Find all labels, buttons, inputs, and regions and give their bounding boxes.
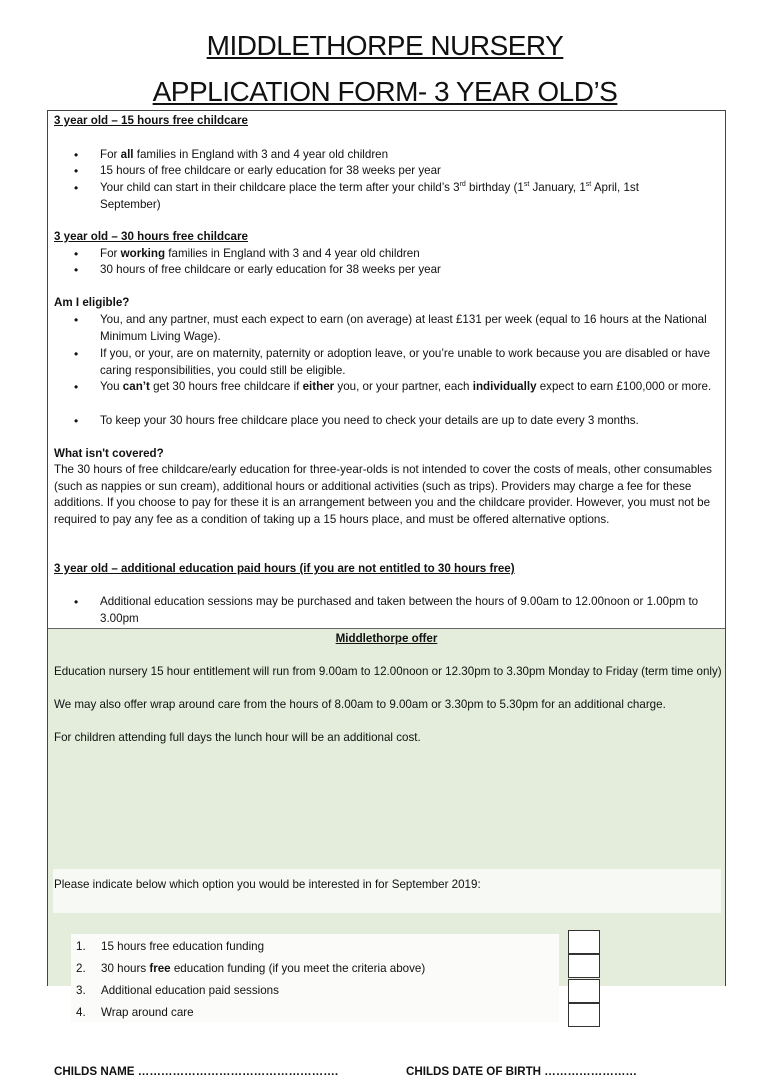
offer-text-2: We may also offer wrap around care from the hours of 8.00am to 9.00am or 3.30pm to 5.30pm for an additional charge.: [54, 698, 666, 711]
bullet-text: For working families in England with 3 and 4 year old children: [100, 247, 420, 260]
form-title-line2: APPLICATION FORM- 3 YEAR OLD’S: [152, 76, 618, 107]
heading-offer: Middlethorpe offer: [335, 632, 438, 645]
heading-eligible: Am I eligible?: [54, 296, 130, 309]
childs-name-field[interactable]: CHILDS NAME …………………………………………….: [54, 1065, 339, 1078]
indicate-text: Please indicate below which option you would be interested in for September 2019:: [54, 878, 481, 891]
option-number: 3.: [76, 984, 86, 997]
info-section: [48, 111, 725, 628]
bullet: •: [74, 247, 79, 261]
heading-15-hours: 3 year old – 15 hours free childcare: [54, 114, 248, 127]
bullet: •: [74, 164, 79, 178]
bullet: •: [74, 380, 79, 394]
checkbox-30-hours[interactable]: [568, 954, 600, 978]
offer-text-1: Education nursery 15 hour entitlement will run from 9.00am to 12.00noon or 12.30pm to 3.30pm Monday to Friday (term time only): [54, 665, 722, 678]
bullet-text: Your child can start in their childcare place the term after your child’s 3rd birthday (1st January, 1st April, 1st September): [100, 181, 639, 211]
heading-30-hours: 3 year old – 30 hours free childcare: [54, 230, 248, 243]
option-wrap-around: Wrap around care: [101, 1006, 194, 1019]
bullet-text: To keep your 30 hours free childcare place you need to check your details are up to date every 3 months.: [100, 414, 639, 427]
option-15-hours: 15 hours free education funding: [101, 940, 265, 953]
bullet: •: [74, 595, 79, 609]
bullet: •: [74, 181, 79, 195]
heading-not-covered: What isn't covered?: [54, 447, 164, 460]
not-covered-text: The 30 hours of free childcare/early education for three-year-olds is not intended to cover the costs of meals, other consumables (such as nappies or sun cream), additional hours or additional activities (such as trips). Providers may charge a fee for these additions. If you choose to pay for these it is an arrangement between you and the childcare provider. However, you must not be required to pay any fee as a condition of taking up a 15 hours place, and must be offered alternative options.: [54, 463, 712, 526]
offer-text-3: For children attending full days the lunch hour will be an additional cost.: [54, 731, 421, 744]
option-number: 4.: [76, 1006, 86, 1019]
bullet-text: Additional education sessions may be purchased and taken between the hours of 9.00am to 12.00noon or 1.00pm to 3.00pm: [100, 595, 699, 625]
bullet-text: You can’t get 30 hours free childcare if either you, or your partner, each individually expect to earn £100,000 or more.: [100, 380, 712, 393]
checkbox-15-hours[interactable]: [568, 930, 600, 954]
bullet-text: You, and any partner, must each expect to earn (on average) at least £131 per week (equal to 16 hours at the National Minimum Living Wage).: [100, 313, 707, 343]
option-number: 2.: [76, 962, 86, 975]
bullet: •: [74, 313, 79, 327]
bullet: •: [74, 347, 79, 361]
bullet-text: For all families in England with 3 and 4 year old children: [100, 148, 389, 161]
heading-additional: 3 year old – additional education paid hours (if you are not entitled to 30 hours free): [54, 562, 515, 575]
option-30-hours: 30 hours free education funding (if you meet the criteria above): [101, 962, 426, 975]
bullet: •: [74, 414, 79, 428]
form-title-line1: MIDDLETHORPE NURSERY: [206, 30, 564, 61]
option-additional-sessions: Additional education paid sessions: [101, 984, 279, 997]
childs-dob-field[interactable]: CHILDS DATE OF BIRTH ……………………: [406, 1065, 638, 1078]
bullet-text: 30 hours of free childcare or early education for 38 weeks per year: [100, 263, 441, 276]
checkbox-wrap-around[interactable]: [568, 1003, 600, 1027]
form-box: [47, 110, 726, 1078]
bullet-text: If you, or your, are on maternity, paternity or adoption leave, or you’re unable to work because you are disabled or have caring responsibilities, you could still be eligible.: [100, 347, 711, 377]
bullet: •: [74, 148, 79, 162]
offer-section: [48, 628, 725, 1078]
bullet-text: 15 hours of free childcare or early education for 38 weeks per year: [100, 164, 441, 177]
bullet: •: [74, 263, 79, 277]
option-number: 1.: [76, 940, 86, 953]
checkbox-additional-sessions[interactable]: [568, 979, 600, 1003]
